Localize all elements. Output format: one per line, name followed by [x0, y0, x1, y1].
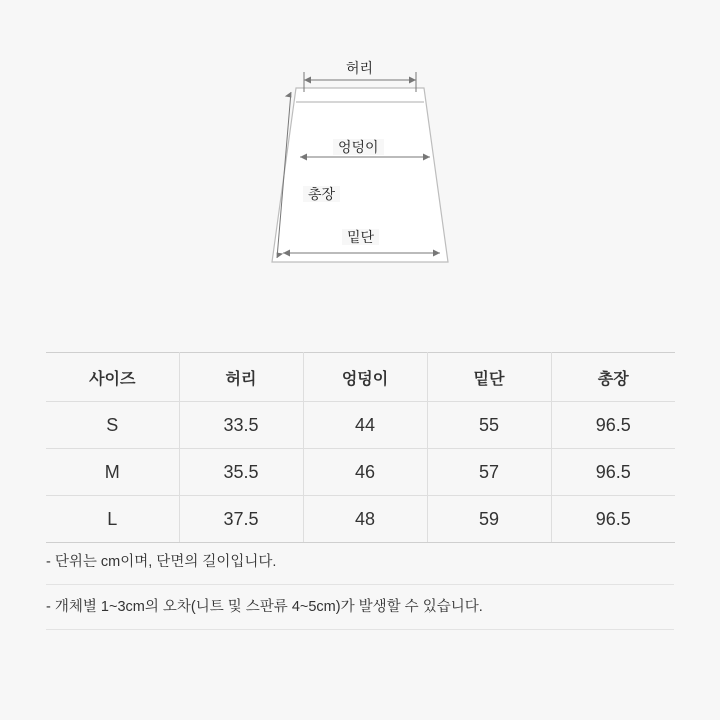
cell-size: S — [46, 402, 179, 449]
table-row — [46, 402, 675, 449]
diagram-label-waist: 허리 — [341, 60, 378, 76]
cell-hem: 59 — [427, 496, 551, 543]
diagram-label-hip: 엉덩이 — [333, 139, 384, 155]
column-header-length: 총장 — [551, 353, 675, 402]
table-header-row — [46, 353, 675, 402]
skirt-diagram — [0, 0, 720, 330]
cell-hem: 57 — [427, 449, 551, 496]
note-unit: - 단위는 cm이며, 단면의 길이입니다. — [46, 540, 674, 585]
cell-size: L — [46, 496, 179, 543]
waist-arrow-head-right — [409, 77, 416, 84]
table-row — [46, 496, 675, 543]
column-header-size: 사이즈 — [46, 353, 179, 402]
cell-waist: 37.5 — [179, 496, 303, 543]
size-table — [46, 352, 675, 543]
table-row — [46, 449, 675, 496]
cell-hem: 55 — [427, 402, 551, 449]
note-tolerance: - 개체별 1~3cm의 오차(니트 및 스판류 4~5cm)가 발생할 수 있습니다. — [46, 585, 674, 630]
length-arrow-head-top — [285, 92, 292, 98]
notes-list — [46, 540, 674, 630]
cell-size: M — [46, 449, 179, 496]
size-table-wrap — [46, 352, 674, 543]
diagram-label-hem: 밑단 — [342, 229, 379, 245]
skirt-diagram-svg — [0, 0, 720, 330]
cell-waist: 33.5 — [179, 402, 303, 449]
cell-length: 96.5 — [551, 496, 675, 543]
cell-length: 96.5 — [551, 402, 675, 449]
cell-hip: 44 — [303, 402, 427, 449]
column-header-hem: 밑단 — [427, 353, 551, 402]
cell-waist: 35.5 — [179, 449, 303, 496]
cell-hip: 46 — [303, 449, 427, 496]
diagram-label-length: 총장 — [303, 186, 340, 202]
column-header-waist: 허리 — [179, 353, 303, 402]
waist-arrow-head-left — [304, 77, 311, 84]
cell-hip: 48 — [303, 496, 427, 543]
cell-length: 96.5 — [551, 449, 675, 496]
column-header-hip: 엉덩이 — [303, 353, 427, 402]
